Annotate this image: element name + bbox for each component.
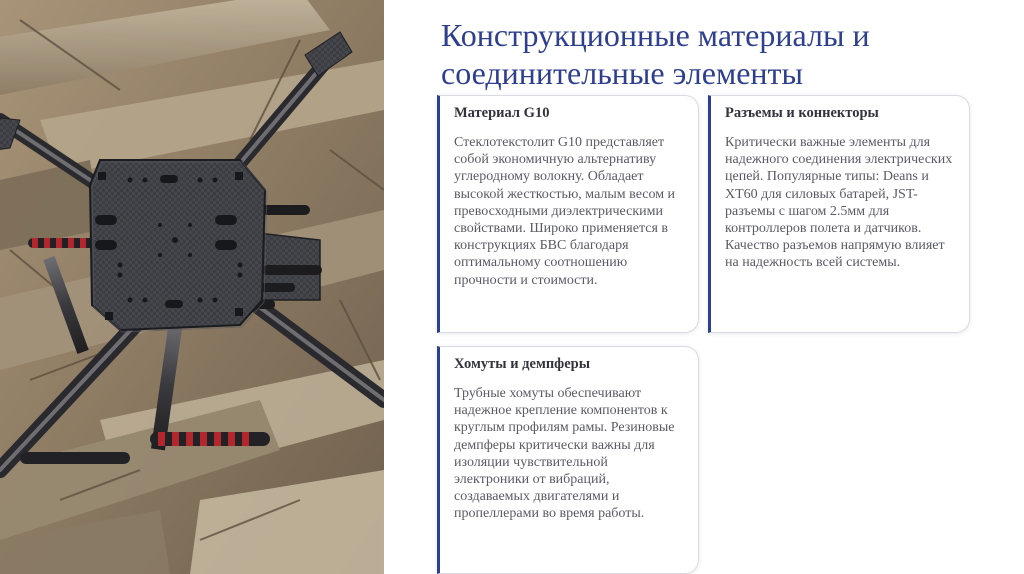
card-g10-material: [437, 95, 699, 333]
card-title: Хомуты и демпферы: [454, 356, 591, 372]
card-connectors: [708, 95, 970, 333]
card-body: Стеклотекстолит G10 представляет собой экономичную альтернативу углеродному волокну. Обладает высокой жесткостью, малым весом и превосходными диэлектрическими свойствами. Широко применяется в конструкциях БВС благодаря оптимальному соотношению прочности и стоимости.: [454, 135, 676, 288]
card-clamps-dampers: [437, 346, 699, 574]
slide-title: Конструкционные материалы и соединительные элементы: [441, 17, 870, 91]
card-body: Трубные хомуты обеспечивают надежное крепление компонентов к круглым профилям рамы. Резиновые демпферы критически важны для изоляции чувствительной электроники от вибраций, создаваемых двигателями и пропеллерами во время работы.: [454, 386, 675, 522]
card-title: Разъемы и коннекторы: [725, 105, 879, 121]
card-body: Критически важные элементы для надежного соединения электрических цепей. Популярные типы: Deans и XT60 для силовых батарей, JST-разъемы с шагом 2.5мм для контроллеров полета и датчиков. Качество разъемов напрямую влияет на надежность всей системы.: [725, 135, 953, 271]
card-title: Материал G10: [454, 105, 550, 121]
drone-frame-photo: [0, 0, 384, 574]
